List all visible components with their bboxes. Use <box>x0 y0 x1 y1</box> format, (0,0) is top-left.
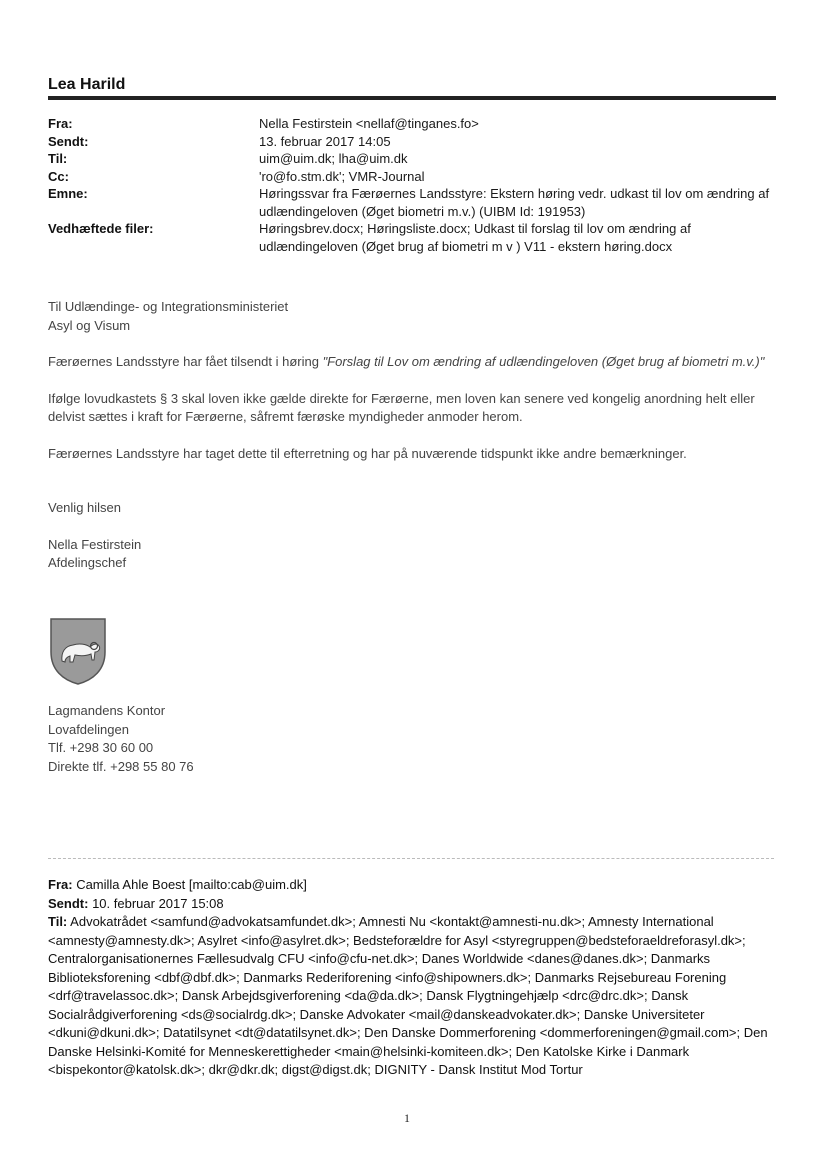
forward-from-value: Camilla Ahle Boest [mailto:cab@uim.dk] <box>76 877 307 892</box>
header-row-from <box>48 115 776 133</box>
recipient-line-2: Asyl og Visum <box>48 317 131 333</box>
paragraph-1-quote: "Forslag til Lov om ændring af udlændingeloven (Øget brug af biometri m.v.)" <box>322 354 765 369</box>
email-header <box>48 115 776 255</box>
mailbox-owner-name: Lea Harild <box>48 76 126 93</box>
header-row-attachments <box>48 220 776 255</box>
forward-to-value: Advokatrådet <samfund@advokatsamfundet.dk>; Amnesti Nu <kontakt@amnesti-nu.dk>; Amnesty International <amnesty@amnesty.dk>; Asylret <info@asylret.dk>; Bedsteforældre for Asyl <styregruppen@bedsteforaeldreforasyl.dk>; Centralorganisationernes Fællesudvalg CFU <info@cfu-net.dk>; Danes Worldwide <danes@danes.dk>; Danmarks Biblioteksforening <dbf@dbf.dk>; Danmarks Rederiforening <info@shipowners.dk>; Danmarks Rejsebureau Forening <drf@travelassoc.dk>; Dansk Arbejdsgiverforening <da@da.dk>; Dansk Flygtningehjælp <drc@drc.dk>; Dansk Socialrådgiverforening <ds@socialrdg.dk>; Danske Advokater <mail@danskeadvokater.dk>; Danske Universiteter <dkuni@dkuni.dk>; Datatilsynet <dt@datatilsynet.dk>; Den Danske Dommerforening <dommerforeningen@gmail.com>; Den Danske Helsinki-Komité for Menneskerettigheder <main@helsinki-komiteen.dk>; Den Katolske Kirke i Danmark <bispekontor@katolsk.dk>; dkr@dkr.dk; digst@digst.dk; DIGNITY - Dansk Institut Mod Tortur <box>48 914 768 1077</box>
paragraph-1 <box>48 353 778 372</box>
header-row-to <box>48 150 776 168</box>
forward-sent-label: Sendt: <box>48 895 89 911</box>
header-row-subject <box>48 185 776 220</box>
greeting: Venlig hilsen <box>48 500 121 515</box>
to-label: Til: <box>48 151 68 166</box>
forward-sent-line <box>48 895 778 914</box>
phone-number: Tlf. +298 30 60 00 <box>48 740 154 755</box>
from-value: Nella Festirstein <nellaf@tinganes.fo> <box>259 116 479 131</box>
attachments-label: Vedhæftede filer: <box>48 221 154 236</box>
office-name: Lagmandens Kontor <box>48 703 166 718</box>
subject-label: Emne: <box>48 186 88 201</box>
forward-separator <box>48 858 774 859</box>
paragraph-2: Ifølge lovudkastets § 3 skal loven ikke gælde direkte for Færøerne, men loven kan senere ved kongelig anordning helt eller delvist sættes i kraft for Færøerne, såfremt færøske myndigheder anmoder herom. <box>48 390 755 424</box>
cc-value: 'ro@fo.stm.dk'; VMR-Journal <box>259 168 425 184</box>
forward-to-label: Til: <box>48 914 68 929</box>
department-name: Lovafdelingen <box>48 721 129 737</box>
subject-value: Høringssvar fra Færøernes Landsstyre: Ekstern høring vedr. udkast til lov om ændring af udlændingeloven (Øget biometri m.v.) (UIBM Id: 191953) <box>259 186 770 219</box>
direct-phone-number: Direkte tlf. +298 55 80 76 <box>48 758 194 774</box>
forward-sent-value: 10. februar 2017 15:08 <box>92 895 224 911</box>
from-label: Fra: <box>48 116 73 131</box>
signature-name: Nella Festirstein <box>48 536 142 552</box>
contact-block <box>48 702 194 776</box>
recipient-line-1: Til Udlændinge- og Integrationsministeriet <box>48 299 289 314</box>
cc-label: Cc: <box>48 168 69 184</box>
sent-label: Sendt: <box>48 133 89 149</box>
header-rule <box>48 96 776 100</box>
email-body <box>48 298 778 573</box>
signature-title: Afdelingschef <box>48 555 127 570</box>
forward-to-line <box>48 913 778 1080</box>
forward-from-label: Fra: <box>48 877 73 892</box>
forward-from-line <box>48 876 778 895</box>
header-row-cc <box>48 168 776 186</box>
page-number: 1 <box>404 1111 410 1125</box>
paragraph-3: Færøernes Landsstyre har taget dette til efterretning og har på nuværende tidspunkt ikke andre bemærkninger. <box>48 445 687 461</box>
sent-value: 13. februar 2017 14:05 <box>259 133 391 149</box>
paragraph-1-text: Færøernes Landsstyre har fået tilsendt i høring <box>48 354 323 369</box>
coat-of-arms-icon <box>48 616 108 686</box>
forwarded-header <box>48 876 778 1080</box>
attachments-value: Høringsbrev.docx; Høringsliste.docx; Udkast til forslag til lov om ændring af udlændingeloven (Øget brug af biometri m v ) V11 - ekstern høring.docx <box>259 221 691 254</box>
to-value: uim@uim.dk; lha@uim.dk <box>259 151 408 166</box>
header-row-sent <box>48 133 776 151</box>
